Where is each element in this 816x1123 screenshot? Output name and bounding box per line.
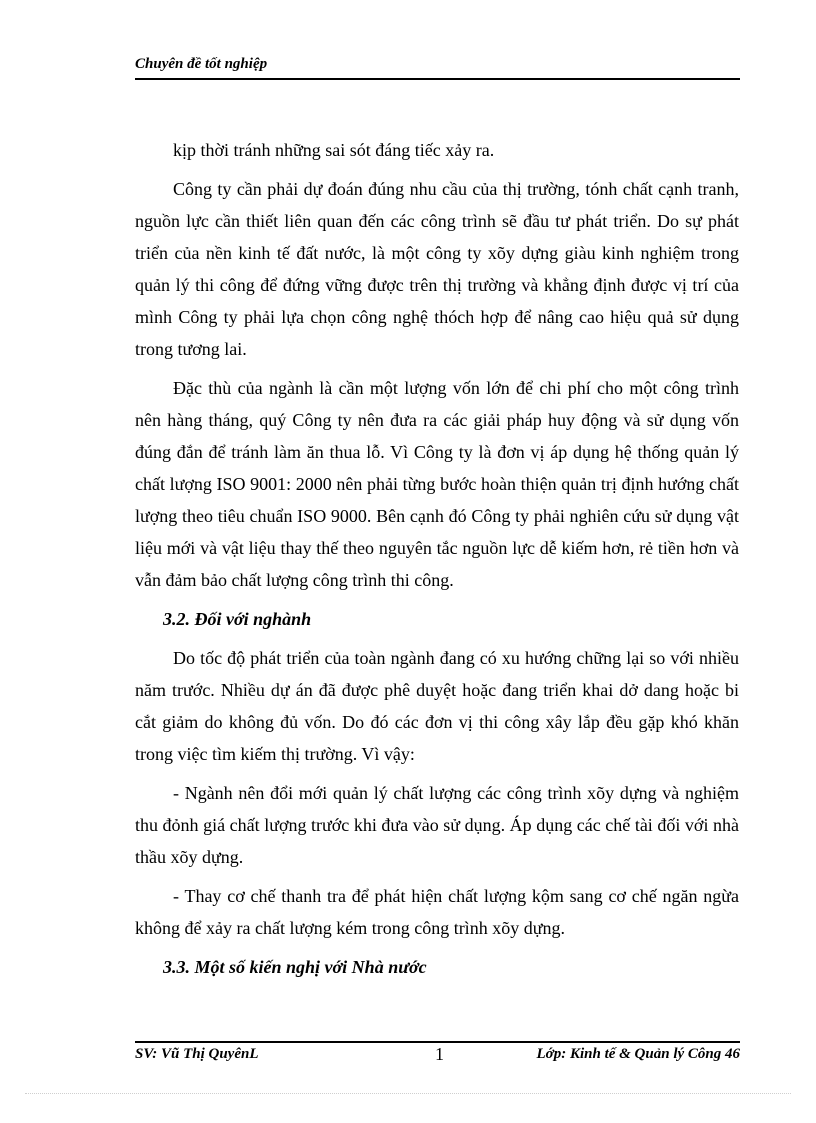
paragraph-capital-quality: Đặc thù của ngành là cần một lượng vốn lớn để chi phí cho một công trình nên hàng tháng, quý Công ty nên đưa ra các giải pháp huy động và sử dụng vốn đúng đắn để tránh làm ăn thua lỗ. Vì Công ty là đơn vị áp dụng hệ thống quản lý chất lượng ISO 9001: 2000 nên phải từng bước hoàn thiện quản trị định hướng chất lượng theo tiêu chuẩn ISO 9000. Bên cạnh đó Công ty phải nghiên cứu sử dụng vật liệu mới và vật liệu thay thế theo nguyên tắc nguồn lực dễ kiếm hơn, rẻ tiền hơn và vẫn đảm bảo chất lượng công trình thi công. (135, 378, 739, 590)
paragraph-industry-growth: Do tốc độ phát triển của toàn ngành đang có xu hướng chững lại so với nhiều năm trước. Nhiều dự án đã được phê duyệt hoặc đang triển khai dở dang hoặc bi cắt giảm do không đủ vốn. Do đó các đơn vị thi công xây lắp đều gặp khó khăn trong việc tìm kiếm thị trường. Vì vậy: (135, 648, 739, 764)
header-divider (135, 78, 740, 80)
footer-divider (135, 1041, 740, 1043)
page-bottom-dotted-border (25, 1093, 791, 1094)
footer-class-label: Lớp: Kinh tế & Quản lý Công 46 (536, 1046, 740, 1062)
paragraph-bullet-inspection: - Thay cơ chế thanh tra để phát hiện chất lượng kộm sang cơ chế ngăn ngừa không để xảy ra chất lượng kém trong công trình xõy dựng. (135, 886, 739, 938)
footer-student-name: SV: Vũ Thị QuyênL (135, 1046, 259, 1062)
section-heading-3-2: 3.2. Đối với nghành (163, 609, 312, 629)
paragraph-continuation: kịp thời tránh những sai sót đáng tiếc xảy ra. (173, 140, 495, 160)
section-heading-3-3: 3.3. Một số kiến nghị với Nhà nước (163, 957, 427, 977)
paragraph-market-forecast: Công ty cần phải dự đoán đúng nhu cầu của thị trường, tónh chất cạnh tranh, nguồn lực cần thiết liên quan đến các công trình sẽ đầu tư phát triển. Do sự phát triển của nền kinh tế đất nước, là một công ty xõy dựng giàu kinh nghiệm trong quản lý thi công để đứng vững được trên thị trường và khẳng định được vị trí của mình Công ty phải lựa chọn công nghệ thóch hợp để nâng cao hiệu quả sử dụng trong tương lai. (135, 179, 739, 359)
footer-page-number: 1 (435, 1044, 444, 1064)
document-body (135, 134, 739, 983)
page-header-title: Chuyên đề tốt nghiệp (135, 56, 268, 72)
page-footer (135, 1046, 740, 1068)
paragraph-bullet-quality-management: - Ngành nên đổi mới quản lý chất lượng các công trình xõy dựng và nghiệm thu đỏnh giá chất lượng trước khi đưa vào sử dụng. Áp dụng các chế tài đối với nhà thầu xõy dựng. (135, 783, 739, 867)
